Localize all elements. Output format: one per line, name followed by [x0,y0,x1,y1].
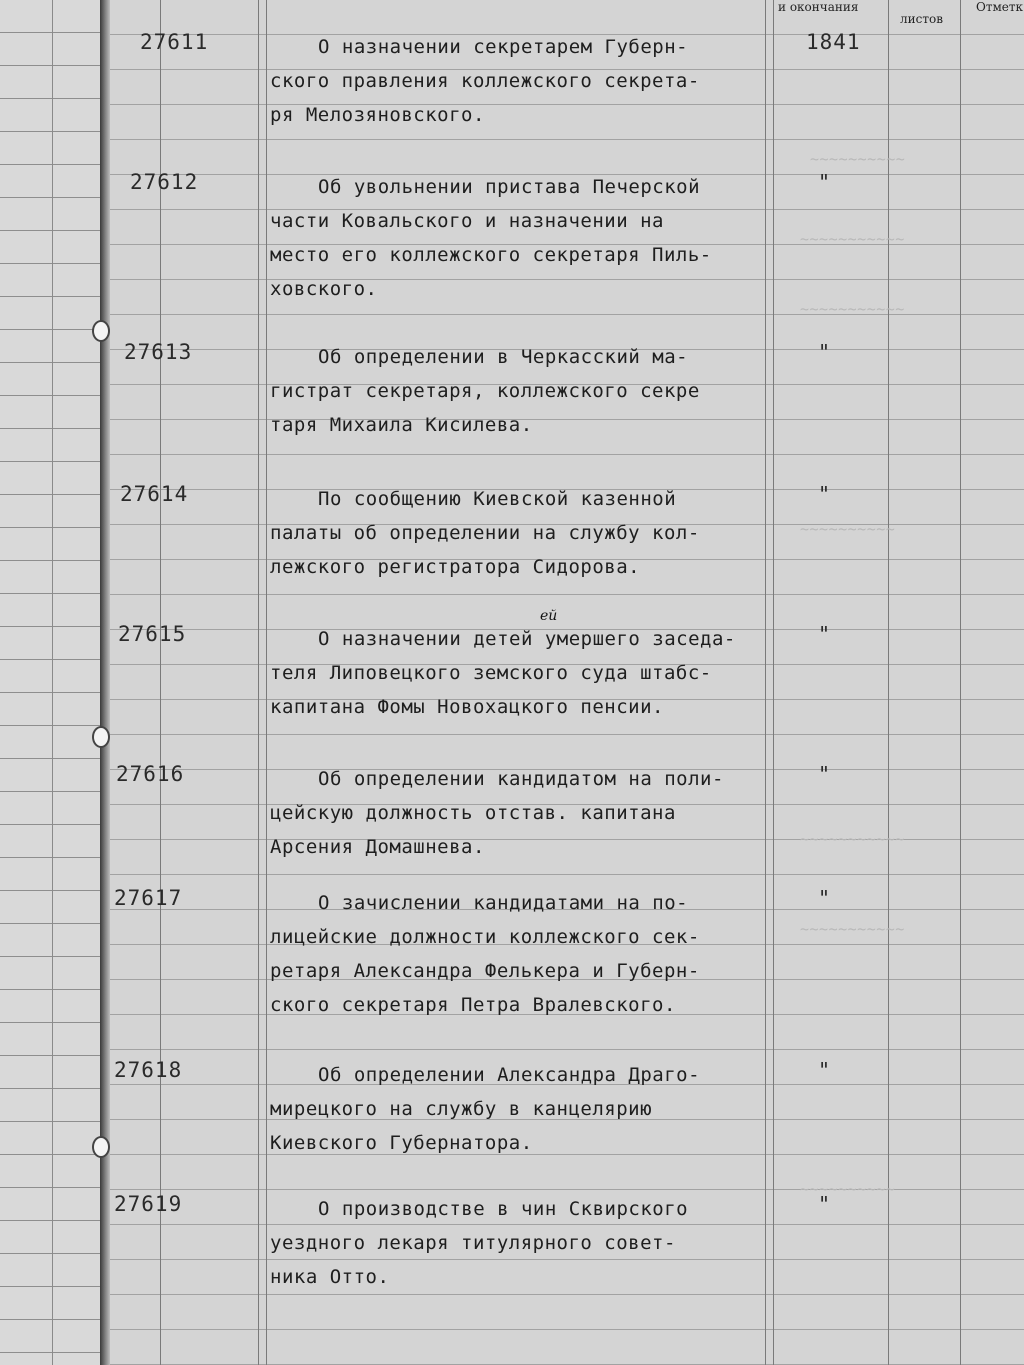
record-title-line: ховского. [270,278,378,300]
binding-hole [94,728,108,746]
record-ditto-mark: " [818,1058,831,1082]
record-title-line: Об определении кандидатом на поли- [318,768,724,790]
binding-hole [94,322,108,340]
record-title-line: теля Липовецкого земского суда штабс- [270,662,712,684]
record-title-line: ского секретаря Петра Вралевского. [270,994,676,1016]
record-ditto-mark: " [818,482,831,506]
record-title-line: палаты об определении на службу кол- [270,522,700,544]
record-title-line: таря Михаила Кисилева. [270,414,533,436]
record-title-line: О назначении детей умершего заседа- [318,628,736,650]
record-title-line: О производстве в чин Сквирского [318,1198,689,1220]
binding-hole [94,1138,108,1156]
record-number: 27619 [114,1192,183,1216]
bleed-through-text: ~~~~~~~~~~ [810,150,906,168]
record-title-line: лежского регистратора Сидорова. [270,556,641,578]
column-rule [960,0,961,1365]
record-ditto-mark: " [818,170,831,194]
record-title [270,170,770,306]
record-number: 27613 [124,340,193,364]
bleed-through-text: ~~~~~~~~~~~ [800,300,905,318]
column-rule [266,0,267,1365]
record-number: 27614 [120,482,189,506]
record-title [270,1058,770,1160]
record-number: 27616 [116,762,185,786]
bleed-through-text: ~~~~~~~~~~ [800,520,896,538]
record-title [270,622,770,724]
record-title-line: капитана Фомы Новохацкого пенсии. [270,696,664,718]
record-ditto-mark: " [818,622,831,646]
record-title-line: лицейские должности коллежского сек- [270,926,700,948]
adjacent-page-edge [0,0,102,1365]
record-title-line: мирецкого на службу в канцелярию [270,1098,653,1120]
column-rule [888,0,889,1365]
adjacent-page-rule [52,0,53,1365]
record-ditto-mark: " [818,340,831,364]
record-title-line: гистрат секретаря, коллежского секре [270,380,700,402]
record-title [270,30,770,132]
header-notes: Отметк [976,0,1024,14]
record-title-line: О назначении секретарем Губерн- [318,36,689,58]
record-title-line: По сообщению Киевской казенной [318,488,677,510]
register-page [110,0,1024,1365]
record-title-line: О зачислении кандидатами на по- [318,892,689,914]
record-title [270,482,770,584]
record-title [270,762,770,864]
record-ditto-mark: " [818,762,831,786]
column-rule [773,0,774,1365]
bleed-through-text: ~~~~~~~~~~ [800,1180,896,1198]
record-number: 27612 [130,170,199,194]
record-title-line: место его коллежского секретаря Пиль- [270,244,712,266]
record-ditto-mark: " [818,886,831,910]
record-year: 1841 [806,30,861,54]
header-end-date: и окончания [778,0,859,14]
column-rule [160,0,161,1365]
column-rule [258,0,259,1365]
header-sheets: листов [900,12,943,26]
record-title-line: ря Мелозяновского. [270,104,485,126]
record-number: 27618 [114,1058,183,1082]
bleed-through-text: ~~~~~~~~~~~ [800,920,905,938]
record-title-line: уездного лекаря титулярного совет- [270,1232,676,1254]
record-title [270,340,770,442]
record-title-line: ретаря Александра Фелькера и Губерн- [270,960,700,982]
record-title-line: цейскую должность отстав. капитана [270,802,676,824]
record-number: 27617 [114,886,183,910]
record-title [270,886,770,1022]
handwritten-correction: ей [540,608,558,624]
record-number: 27615 [118,622,187,646]
binding-gutter [100,0,110,1365]
record-title-line: ского правления коллежского секрета- [270,70,700,92]
record-title-line: Об определении Александра Драго- [318,1064,701,1086]
bleed-through-text: ~~~~~~~~~~~ [800,830,905,848]
record-title-line: Об определении в Черкасский ма- [318,346,689,368]
record-number: 27611 [140,30,209,54]
record-title [270,1192,770,1294]
record-title-line: ника Отто. [270,1266,390,1288]
record-title-line: части Ковальского и назначении на [270,210,664,232]
record-title-line: Арсения Домашнева. [270,836,485,858]
record-title-line: Киевского Губернатора. [270,1132,533,1154]
bleed-through-text: ~~~~~~~~~~~ [800,230,905,248]
record-ditto-mark: " [818,1192,831,1216]
record-title-line: Об увольнении пристава Печерской [318,176,701,198]
